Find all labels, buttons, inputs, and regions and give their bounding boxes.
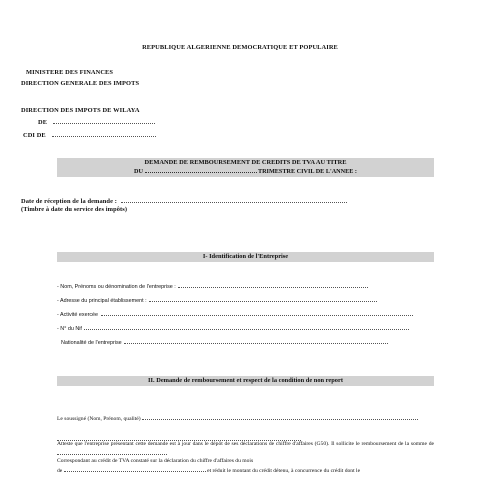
- request-title-line1: DEMANDE DE REMBOURSEMENT DE CREDITS DE TVA AU TITRE: [144, 159, 347, 166]
- credit-reduction-text: et réduit le montant du crédit détenu, à concurrence du crédit dont le: [207, 467, 361, 474]
- credit-month-text: Correspondant au crédit de TVA constaté sur la déclaration du chiffre d'affaires du mois: [57, 458, 254, 465]
- section2-title: II. Demande de remboursement et respect de la condition de non report: [57, 376, 434, 386]
- nationality-input-line[interactable]: [124, 338, 388, 344]
- attestation-paragraph: [57, 441, 434, 475]
- credit-de-text: de: [57, 467, 63, 474]
- company-name-label: Nom, Prénoms ou dénomination de l'entreprise :: [60, 284, 176, 290]
- cdi-field[interactable]: [23, 131, 156, 139]
- nif-field[interactable]: - N° du Nif: [57, 324, 409, 332]
- address-label: Adresse du principal établissement :: [60, 298, 147, 304]
- undersigned-label: Le soussigné (Nom, Prénom, qualité): [57, 416, 141, 422]
- reception-date-input-line[interactable]: [121, 197, 347, 203]
- nationality-field[interactable]: [61, 338, 388, 346]
- month-input-line[interactable]: [64, 466, 206, 472]
- nif-input-line[interactable]: [84, 324, 409, 330]
- company-name-field[interactable]: - Nom, Prénoms ou dénomination de l'entreprise :: [57, 282, 368, 290]
- activity-label: Activité exercée: [60, 312, 99, 318]
- ministry-name: MINISTERE DES FINANCES: [26, 69, 114, 76]
- activity-field[interactable]: - Activité exercée: [57, 310, 413, 318]
- request-title-line2: DU TRIMESTRE CIVIL DE L'ANNEE :: [134, 168, 357, 175]
- stamp-note: (Timbre à date du service des impôts): [21, 206, 128, 213]
- activity-input-line[interactable]: [101, 310, 413, 316]
- quarter-input-line[interactable]: [145, 167, 257, 173]
- address-field[interactable]: - Adresse du principal établissement :: [57, 296, 377, 304]
- attestation-text: Atteste que l'entreprise présentant cette demande est à jour dans le dépôt de ses déclarations de chiffre d'affaires (G50). Il sollicite le remboursement de la somme de: [57, 441, 434, 447]
- nif-label: N° du Nif: [60, 326, 82, 332]
- cdi-label: CDI DE: [23, 132, 46, 139]
- undersigned-input-line[interactable]: [142, 414, 418, 420]
- de-field[interactable]: [38, 118, 155, 126]
- section1-title: I- Identification de l'Entreprise: [57, 252, 434, 262]
- company-name-input-line[interactable]: [178, 282, 368, 288]
- reception-date-label: Date de réception de la demande :: [21, 198, 117, 205]
- cdi-input-line[interactable]: [52, 131, 156, 137]
- amount-input-line[interactable]: [57, 449, 167, 455]
- reception-date-field[interactable]: [21, 197, 347, 205]
- republic-title: REPUBLIQUE ALGERIENNE DEMOCRATIQUE ET POPULAIRE: [142, 44, 338, 51]
- de-input-line[interactable]: [53, 118, 155, 124]
- dgi-name: DIRECTION GENERALE DES IMPOTS: [21, 80, 140, 87]
- nationality-label: Nationalité de l'entreprise: [61, 340, 122, 346]
- wilaya-direction: DIRECTION DES IMPOTS DE WILAYA: [21, 107, 140, 114]
- address-input-line[interactable]: [149, 296, 377, 302]
- de-label: DE: [38, 119, 48, 126]
- undersigned-field[interactable]: [57, 414, 418, 422]
- request-title-box: [57, 158, 434, 177]
